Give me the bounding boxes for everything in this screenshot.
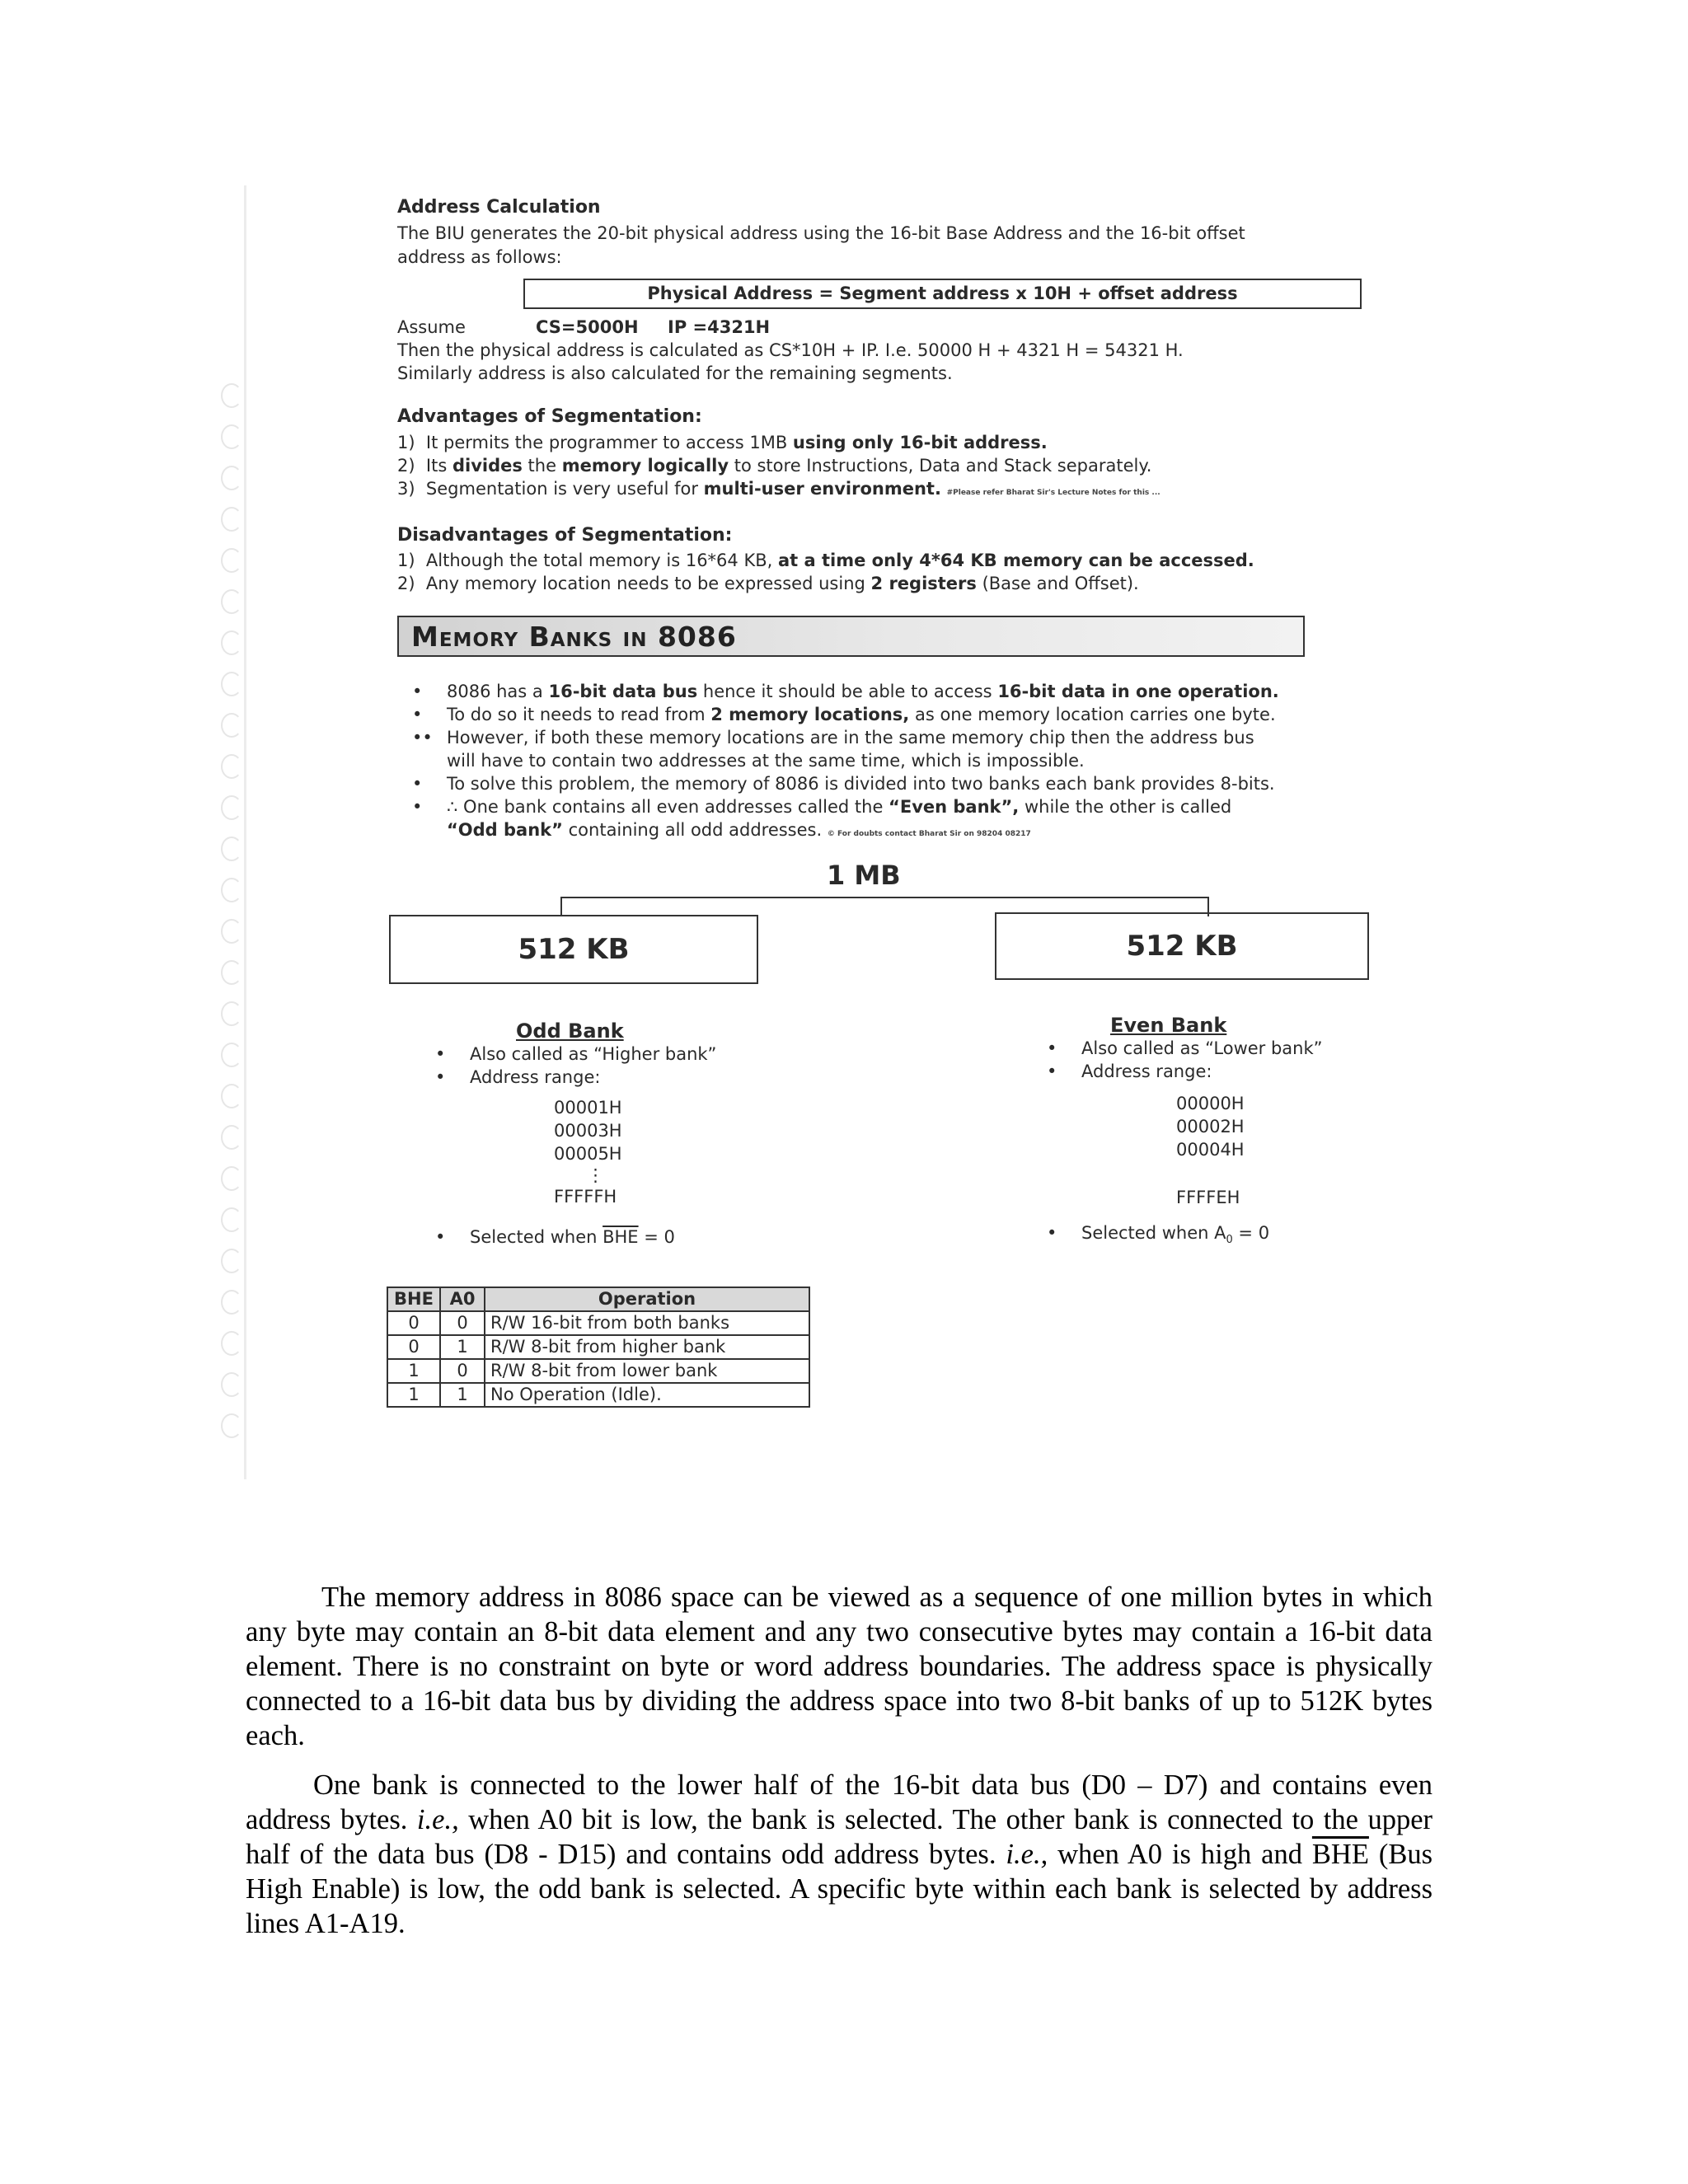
list-item: • Also called as “Lower bank”: [1047, 1038, 1323, 1058]
binder-hole: [221, 1043, 242, 1067]
binder-hole: [221, 1166, 242, 1191]
list-item: • To solve this problem, the memory of 8086 is divided into two banks each bank provides 8-bits.: [412, 774, 1275, 794]
binder-hole: [221, 1413, 242, 1438]
binder-hole: [221, 1331, 242, 1356]
odd-bank-list: [435, 1043, 847, 1089]
binder-hole: [221, 1372, 242, 1397]
table-row: 1 1 No Operation (Idle).: [387, 1383, 809, 1407]
binder-hole: [221, 1084, 242, 1108]
memory-banks-banner: Memory Banks in 8086: [397, 616, 1305, 657]
table-header: BHE A0 Operation: [387, 1287, 809, 1311]
binder-hole: [221, 1207, 242, 1232]
even-bank-select: [1047, 1221, 1459, 1252]
paragraph-bank-connection: One bank is connected to the lower half of the 16-bit data bus (D0 – D7) and contains even address bytes. i.e., when A0 bit is low, the bank is selected. The other bank is connected to the upper half of the data bus (D8 - D15) and contains odd address bytes. i.e., when A0 is high and $\overline{BHE}$ (Bus High Enable) is low, the odd bank is selected. A specific byte within each bank is selected by address lines A1-A19.: [246, 1769, 1433, 1939]
bhe-signal: $\overline{BHE}$: [1311, 1839, 1369, 1870]
binder-hole: [221, 424, 242, 449]
list-item: 3) Segmentation is very useful for multi-user environment. #Please refer Bharat Sir's Lecture Notes for this ...: [397, 479, 1160, 499]
odd-address-list: 00001H 00003H 00005H ⋮ FFFFFH: [554, 1098, 622, 1207]
even-bank-size-box: 512 KB: [995, 912, 1369, 980]
binder-hole: [221, 960, 242, 985]
one-mb-label: 1 MB: [827, 860, 901, 891]
scanned-notes: [247, 185, 1401, 1479]
binder-hole: [221, 589, 242, 614]
binder-hole: [221, 754, 242, 779]
binder-hole: [221, 837, 242, 861]
ip-value: IP =4321H: [668, 317, 771, 337]
binder-hole: [221, 507, 242, 532]
list-item: 1) Although the total memory is 16*64 KB, at a time only 4*64 KB memory can be accessed.: [397, 551, 1254, 570]
binder-hole: [221, 466, 242, 490]
list-item: •• However, if both these memory locations are in the same memory chip then the address bus: [412, 728, 1254, 748]
similarly-line: Similarly address is also calculated for the remaining segments.: [397, 363, 953, 383]
binder-hole: [221, 919, 242, 944]
list-item: • Address range:: [1047, 1062, 1212, 1081]
binder-hole: [221, 713, 242, 738]
binder-hole: [221, 878, 242, 902]
list-item: will have to contain two addresses at the same time, which is impossible.: [447, 751, 1085, 771]
assume-label: Assume: [397, 317, 466, 337]
odd-bank-size-box: 512 KB: [389, 915, 758, 984]
contact-note: © For doubts contact Bharat Sir on 98204 08217: [827, 830, 1031, 838]
then-line: Then the physical address is calculated as CS*10H + IP. I.e. 50000 H + 4321 H = 54321 H.: [397, 340, 1184, 360]
list-item: 1) It permits the programmer to access 1MB using only 16-bit address.: [397, 433, 1048, 452]
binder-hole: [221, 795, 242, 820]
binder-hole: [221, 672, 242, 696]
binder-hole: [221, 383, 242, 408]
binder-hole: [221, 1290, 242, 1315]
disadvantages-title: Disadvantages of Segmentation:: [397, 525, 733, 546]
even-address-list: 00000H 00002H 00004H FFFFEH: [1176, 1094, 1245, 1207]
disadvantages-list: [397, 549, 1428, 595]
list-item: 2) Any memory location needs to be expressed using 2 registers (Base and Offset).: [397, 574, 1139, 593]
list-item: • ∴ One bank contains all even addresses called the “Even bank”, while the other is called: [412, 797, 1232, 817]
list-item: “Odd bank” containing all odd addresses. © For doubts contact Bharat Sir on 98204 08217: [447, 820, 1031, 840]
list-item: • Also called as “Higher bank”: [435, 1044, 717, 1064]
list-item: • Selected when $\overline{BHE} = 0$: [435, 1227, 675, 1247]
lecture-note: #Please refer Bharat Sir's Lecture Notes for this ...: [946, 489, 1160, 497]
formula-box: Physical Address = Segment address x 10H + offset address: [523, 279, 1362, 309]
binder-hole: [221, 1001, 242, 1026]
binder-hole: [221, 1249, 242, 1273]
list-item: 2) Its divides the memory logically to store Instructions, Data and Stack separately.: [397, 456, 1152, 476]
advantages-title: Advantages of Segmentation:: [397, 406, 702, 427]
memory-bank-bullets: [412, 680, 1418, 846]
even-bank-title: Even Bank: [1110, 1014, 1227, 1037]
paragraph-memory-space: The memory address in 8086 space can be viewed as a sequence of one million bytes in which any byte may contain an 8-bit data element and any two consecutive bytes may contain a 16-bit data element. There is no constraint on byte or word address boundaries. The address space is physically connected to a 16-bit data bus by dividing the address space into two 8-bit banks of up to 512K bytes each.: [246, 1582, 1432, 1751]
advantages-list: [397, 431, 1386, 504]
address-calc-line1: The BIU generates the 20-bit physical address using the 16-bit Base Address and the 16-bit offset: [397, 223, 1245, 243]
even-bank-list: [1047, 1037, 1459, 1083]
table-row: 0 0 R/W 16-bit from both banks: [387, 1311, 809, 1335]
address-calc-title: Address Calculation: [397, 197, 601, 218]
table-row: 0 1 R/W 8-bit from higher bank: [387, 1335, 809, 1359]
list-item: • 8086 has a 16-bit data bus hence it should be able to access 16-bit data in one operation.: [412, 682, 1279, 701]
list-item: • To do so it needs to read from 2 memory locations, as one memory location carries one byte.: [412, 705, 1276, 724]
list-item: • Address range:: [435, 1067, 601, 1087]
binder-edge: [244, 185, 253, 1479]
list-item: • Selected when $A_0 = 0$: [1047, 1223, 1270, 1247]
address-calc-line2: address as follows:: [397, 247, 562, 267]
bank-operation-table: [387, 1286, 810, 1408]
table-row: 1 0 R/W 8-bit from lower bank: [387, 1359, 809, 1383]
binder-hole: [221, 630, 242, 655]
binder-hole: [221, 548, 242, 573]
cs-value: CS=5000H: [536, 317, 639, 337]
odd-bank-title: Odd Bank: [516, 1019, 624, 1043]
binder-hole: [221, 1125, 242, 1150]
odd-bank-select: [435, 1226, 847, 1249]
